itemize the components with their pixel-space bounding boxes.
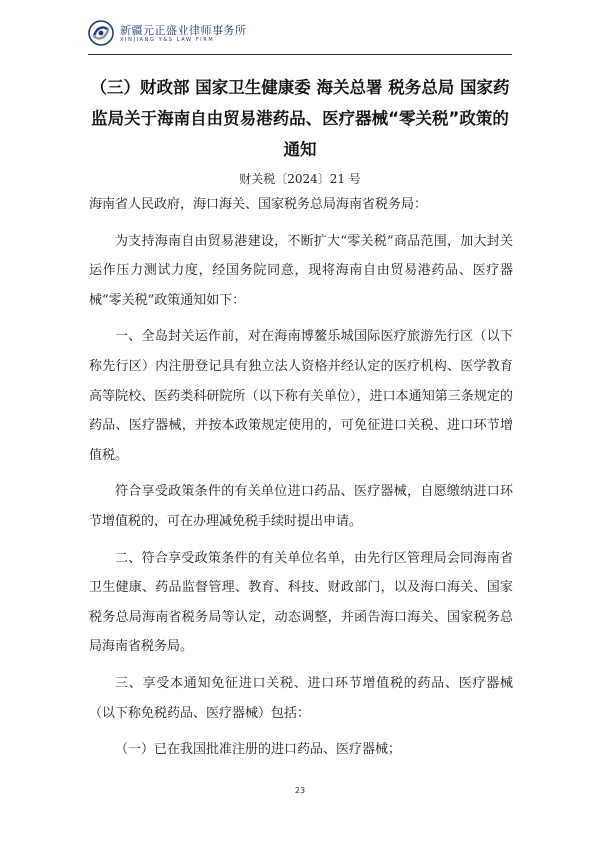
page-number: 23 [294, 786, 306, 795]
firm-logo-icon [88, 20, 114, 46]
document-number: 财关税〔2024〕21 号 [239, 172, 361, 186]
document-title: （三）财政部 国家卫生健康委 海关总署 税务总局 国家药监局关于海南自由贸易港药品、医疗器械“零关税”政策的通知 [90, 78, 510, 159]
paragraph-vat-application: 符合享受政策条件的有关单位进口药品、医疗器械，自愿缴纳进口环节增值税的，可在办理减免税手续时提出申请。 [89, 484, 513, 529]
page-header [88, 18, 308, 52]
document-body [89, 190, 513, 765]
firm-name-cn: 新疆元正盛业律师事务所 [120, 24, 247, 37]
paragraph-article-1: 一、全岛封关运作前，对在海南博鳌乐城国际医疗旅游先行区（以下称先行区）内注册登记具有独立法人资格并经认定的医疗机构、医学教育高等院校、医药类科研院所（以下称有关单位），进口本通知第三条规定的药品、医疗器械，并按本政策规定使用的，可免征进口关税、进口环节增值税。 [89, 329, 513, 463]
firm-name-en: XINJIANG Y&S LAW FIRM [120, 37, 215, 43]
paragraph-article-3-item-1: （一）已在我国批准注册的进口药品、医疗器械； [115, 742, 402, 758]
paragraph-intro: 为支持海南自由贸易港建设，不断扩大“零关税”商品范围，加大封关运作压力测试力度，经国务院同意，现将海南自由贸易港药品、医疗器械“零关税”政策通知如下： [89, 233, 513, 308]
header-divider [88, 54, 512, 55]
paragraph-article-3: 三、享受本通知免征进口关税、进口环节增值税的药品、医疗器械（以下称免税药品、医疗器械）包括： [89, 675, 513, 721]
addressee-line: 海南省人民政府，海口海关、国家税务总局海南省税务局： [89, 197, 428, 212]
paragraph-article-2: 二、符合享受政策条件的有关单位名单，由先行区管理局会同海南省卫生健康、药品监督管理、教育、科技、财政部门，以及海口海关、国家税务总局海南省税务局等认定，动态调整，并函告海口海关、国家税务总局海南省税务局。 [89, 550, 513, 655]
